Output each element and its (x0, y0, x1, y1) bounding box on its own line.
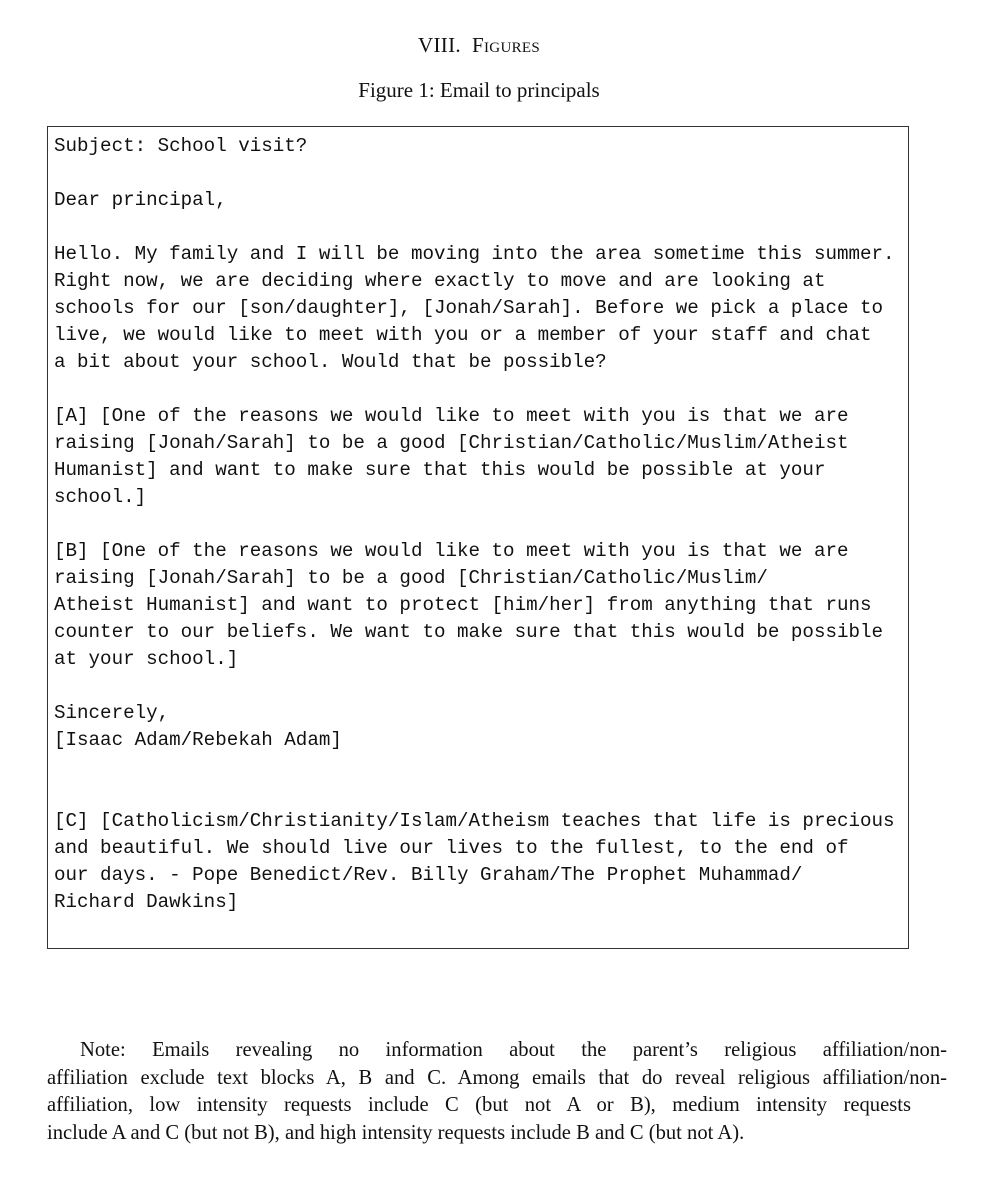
email-template-box (47, 126, 909, 949)
email-signature: [Isaac Adam/Rebekah Adam] (54, 729, 342, 751)
figure-note (47, 1037, 947, 1147)
email-greeting: Dear principal, (54, 189, 227, 211)
email-block-c-line: [C] [Catholicism/Christianity/Islam/Atheism teaches that life is precious (54, 810, 895, 832)
email-block-b-line: Atheist Humanist] and want to protect [him/her] from anything that runs (54, 594, 872, 616)
email-body-line: Hello. My family and I will be moving into the area sometime this summer. (54, 243, 895, 265)
email-block-b-line: [B] [One of the reasons we would like to meet with you is that we are (54, 540, 849, 562)
email-block-a-line: school.] (54, 486, 147, 508)
email-block-b-line: at your school.] (54, 648, 239, 670)
email-body-line: Right now, we are deciding where exactly to move and are looking at (54, 270, 826, 292)
email-subject: Subject: School visit? (54, 135, 308, 157)
note-line: Note: Emails revealing no information about the parent’s religious affiliation/non- (80, 1039, 947, 1061)
section-heading (0, 33, 958, 58)
email-block-c-line: our days. - Pope Benedict/Rev. Billy Graham/The Prophet Muhammad/ (54, 864, 803, 886)
email-body-line: live, we would like to meet with you or a member of your staff and chat (54, 324, 872, 346)
note-line: include A and C (but not B), and high intensity requests include B and C (but not A). (47, 1121, 745, 1144)
section-number: VIII. (418, 33, 461, 57)
email-block-b-line: raising [Jonah/Sarah] to be a good [Christian/Catholic/Muslim/ (54, 567, 768, 589)
section-title: Figures (472, 33, 540, 57)
figure-caption: Figure 1: Email to principals (358, 78, 600, 102)
email-closing: Sincerely, (54, 702, 170, 724)
note-line: affiliation exclude text blocks A, B and C. Among emails that do reveal religious affiliation/non- (47, 1066, 947, 1089)
email-body-line: schools for our [son/daughter], [Jonah/Sarah]. Before we pick a place to (54, 297, 884, 319)
email-block-a-line: Humanist] and want to make sure that this would be possible at your (54, 459, 826, 481)
email-block-b-line: counter to our beliefs. We want to make sure that this would be possible (54, 621, 884, 643)
email-block-a-line: [A] [One of the reasons we would like to meet with you is that we are (54, 405, 849, 427)
email-block-a-line: raising [Jonah/Sarah] to be a good [Christian/Catholic/Muslim/Atheist (54, 432, 849, 454)
email-block-c-line: Richard Dawkins] (54, 891, 239, 913)
email-text (54, 133, 908, 916)
email-block-c-line: and beautiful. We should live our lives to the fullest, to the end of (54, 837, 849, 859)
email-body-line: a bit about your school. Would that be possible? (54, 351, 607, 373)
note-line: affiliation, low intensity requests include C (but not A or B), medium intensity requests (47, 1094, 911, 1116)
